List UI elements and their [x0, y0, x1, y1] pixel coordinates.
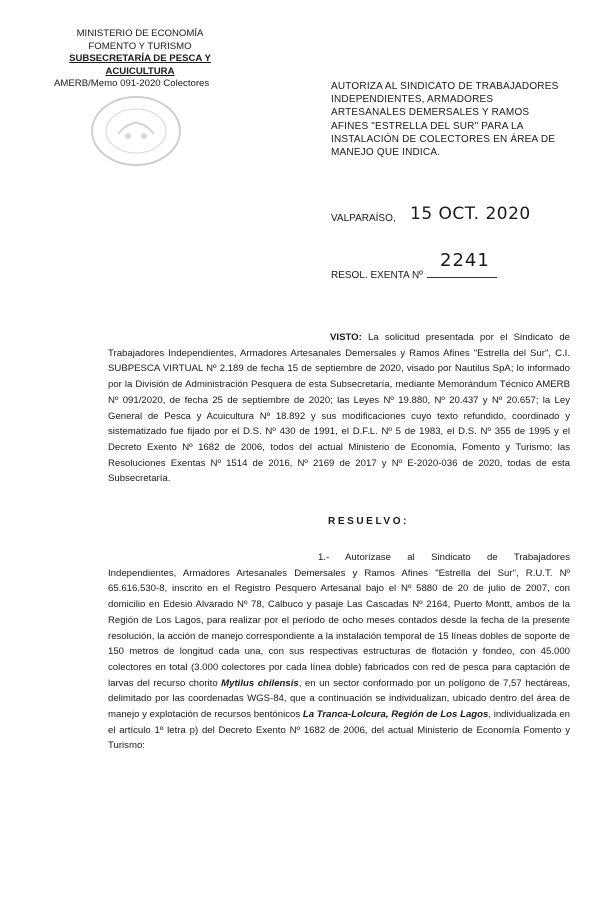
number-underline	[427, 277, 497, 278]
visto-paragraph	[108, 330, 570, 487]
visto-label: VISTO:	[330, 332, 362, 343]
article-1-text: 1.- Autorízase al Sindicato de Trabajadores Independientes, Armadores Artesanales Demersales y Ramos Afines "Estrella del Sur", R.U.T. Nº 65.616.530-8, inscrito en el Registro Pesquero Artesanal bajo el Nº 5880 de 20 de julio de 2007, con domicilio en Edesio Alvarado Nº 78, Calbuco y pasaje Las Cascadas Nº 2164, Puerto Montt, ambos de la Región de Los Lagos, para realizar por el período de ocho meses contados desde la fecha de la presente resolución, la acción de manejo correspondiente a la instalación temporal de 15 líneas dobles de soporte de 150 metros de longitud cada una, con sus respectivas estructuras de flotación y fondeo, con 45.000 colectores en total (3.000 colectores por cada línea doble) fabricados con red de pesca para captación de larvas del recurso chorito	[108, 552, 570, 689]
management-area-name: La Tranca-Lolcura, Región de Los Lagos	[302, 709, 489, 721]
place: VALPARAÍSO,	[331, 213, 396, 224]
official-seal-icon	[88, 92, 184, 170]
resolution-title: AUTORIZA AL SINDICATO DE TRABAJADORES INDEPENDIENTES, ARMADORES ARTESANALES DEMERSALES Y RAMOS AFINES "ESTRELLA DEL SUR" PARA LA INSTALACIÓN DE COLECTORES EN ÁREA DE MANEJO QUE INDICA.	[331, 81, 559, 159]
resuelvo-heading: RESUELVO:	[328, 516, 409, 527]
ministry-name-line2: FOMENTO Y TURISMO	[88, 40, 192, 52]
letterhead	[40, 28, 240, 91]
ministry-name: MINISTERIO DE ECONOMÍA	[76, 28, 204, 39]
date-stamp: 15 OCT. 2020	[410, 204, 531, 224]
resolution-number: 2241	[440, 250, 490, 271]
resolution-label-row	[331, 270, 497, 281]
article-1-text-2: , en un sector conformado por un polígono de 7,57 hectáreas, delimitado por las coordenadas WGS-84, que a continuación se individualizan, ubicado dentro del área de manejo y explotación de recursos bentónicos	[108, 677, 570, 721]
undersecretary-name: SUBSECRETARÍA DE PESCA Y ACUICULTURA	[69, 53, 211, 77]
article-1-text-3: , individualizada en el artículo 1º letra p) del Decreto Exento Nº 1682 de 2006, del actual Ministerio de Economía Fomento y Turismo:	[108, 709, 571, 752]
memo-reference: AMERB/Memo 091-2020 Colectores	[54, 78, 210, 89]
visto-text: La solicitud presentada por el Sindicato de Trabajadores Independientes, Armadores Artesanales Demersales y Ramos Afines "Estrella del Sur", C.I. SUBPESCA VIRTUAL Nº 2.189 de fecha 15 de septiembre de 2020, visado por Nautilus SpA; lo informado por la División de Administración Pesquera de esta Subsecretaría, mediante Memorándum Técnico AMERB Nº 091/2020, de fecha 25 de septiembre de 2020; las Leyes Nº 19.880, Nº 20.437 y Nº 20.657; la Ley General de Pesca y Acuicultura Nº 18.892 y sus modificaciones cuyo texto refundido, coordinado y sistematizado fue fijado por el D.S. Nº 430 de 1991, el D.F.L. Nº 5 de 1983, el D.S. Nº 355 de 1995 y el Decreto Exento Nº 1682 de 2006, todos del actual Ministerio de Economía, Fomento y Turismo; las Resoluciones Exentas Nº 1514 de 2016, Nº 2169 de 2017 y Nº E-2020-036 de 2020, todas de esta Subsecretaría.	[108, 332, 570, 485]
resolution-label: RESOL. EXENTA Nº	[331, 270, 423, 281]
article-1-paragraph	[108, 550, 570, 754]
species-name: Mytilus chilensis	[221, 677, 299, 689]
